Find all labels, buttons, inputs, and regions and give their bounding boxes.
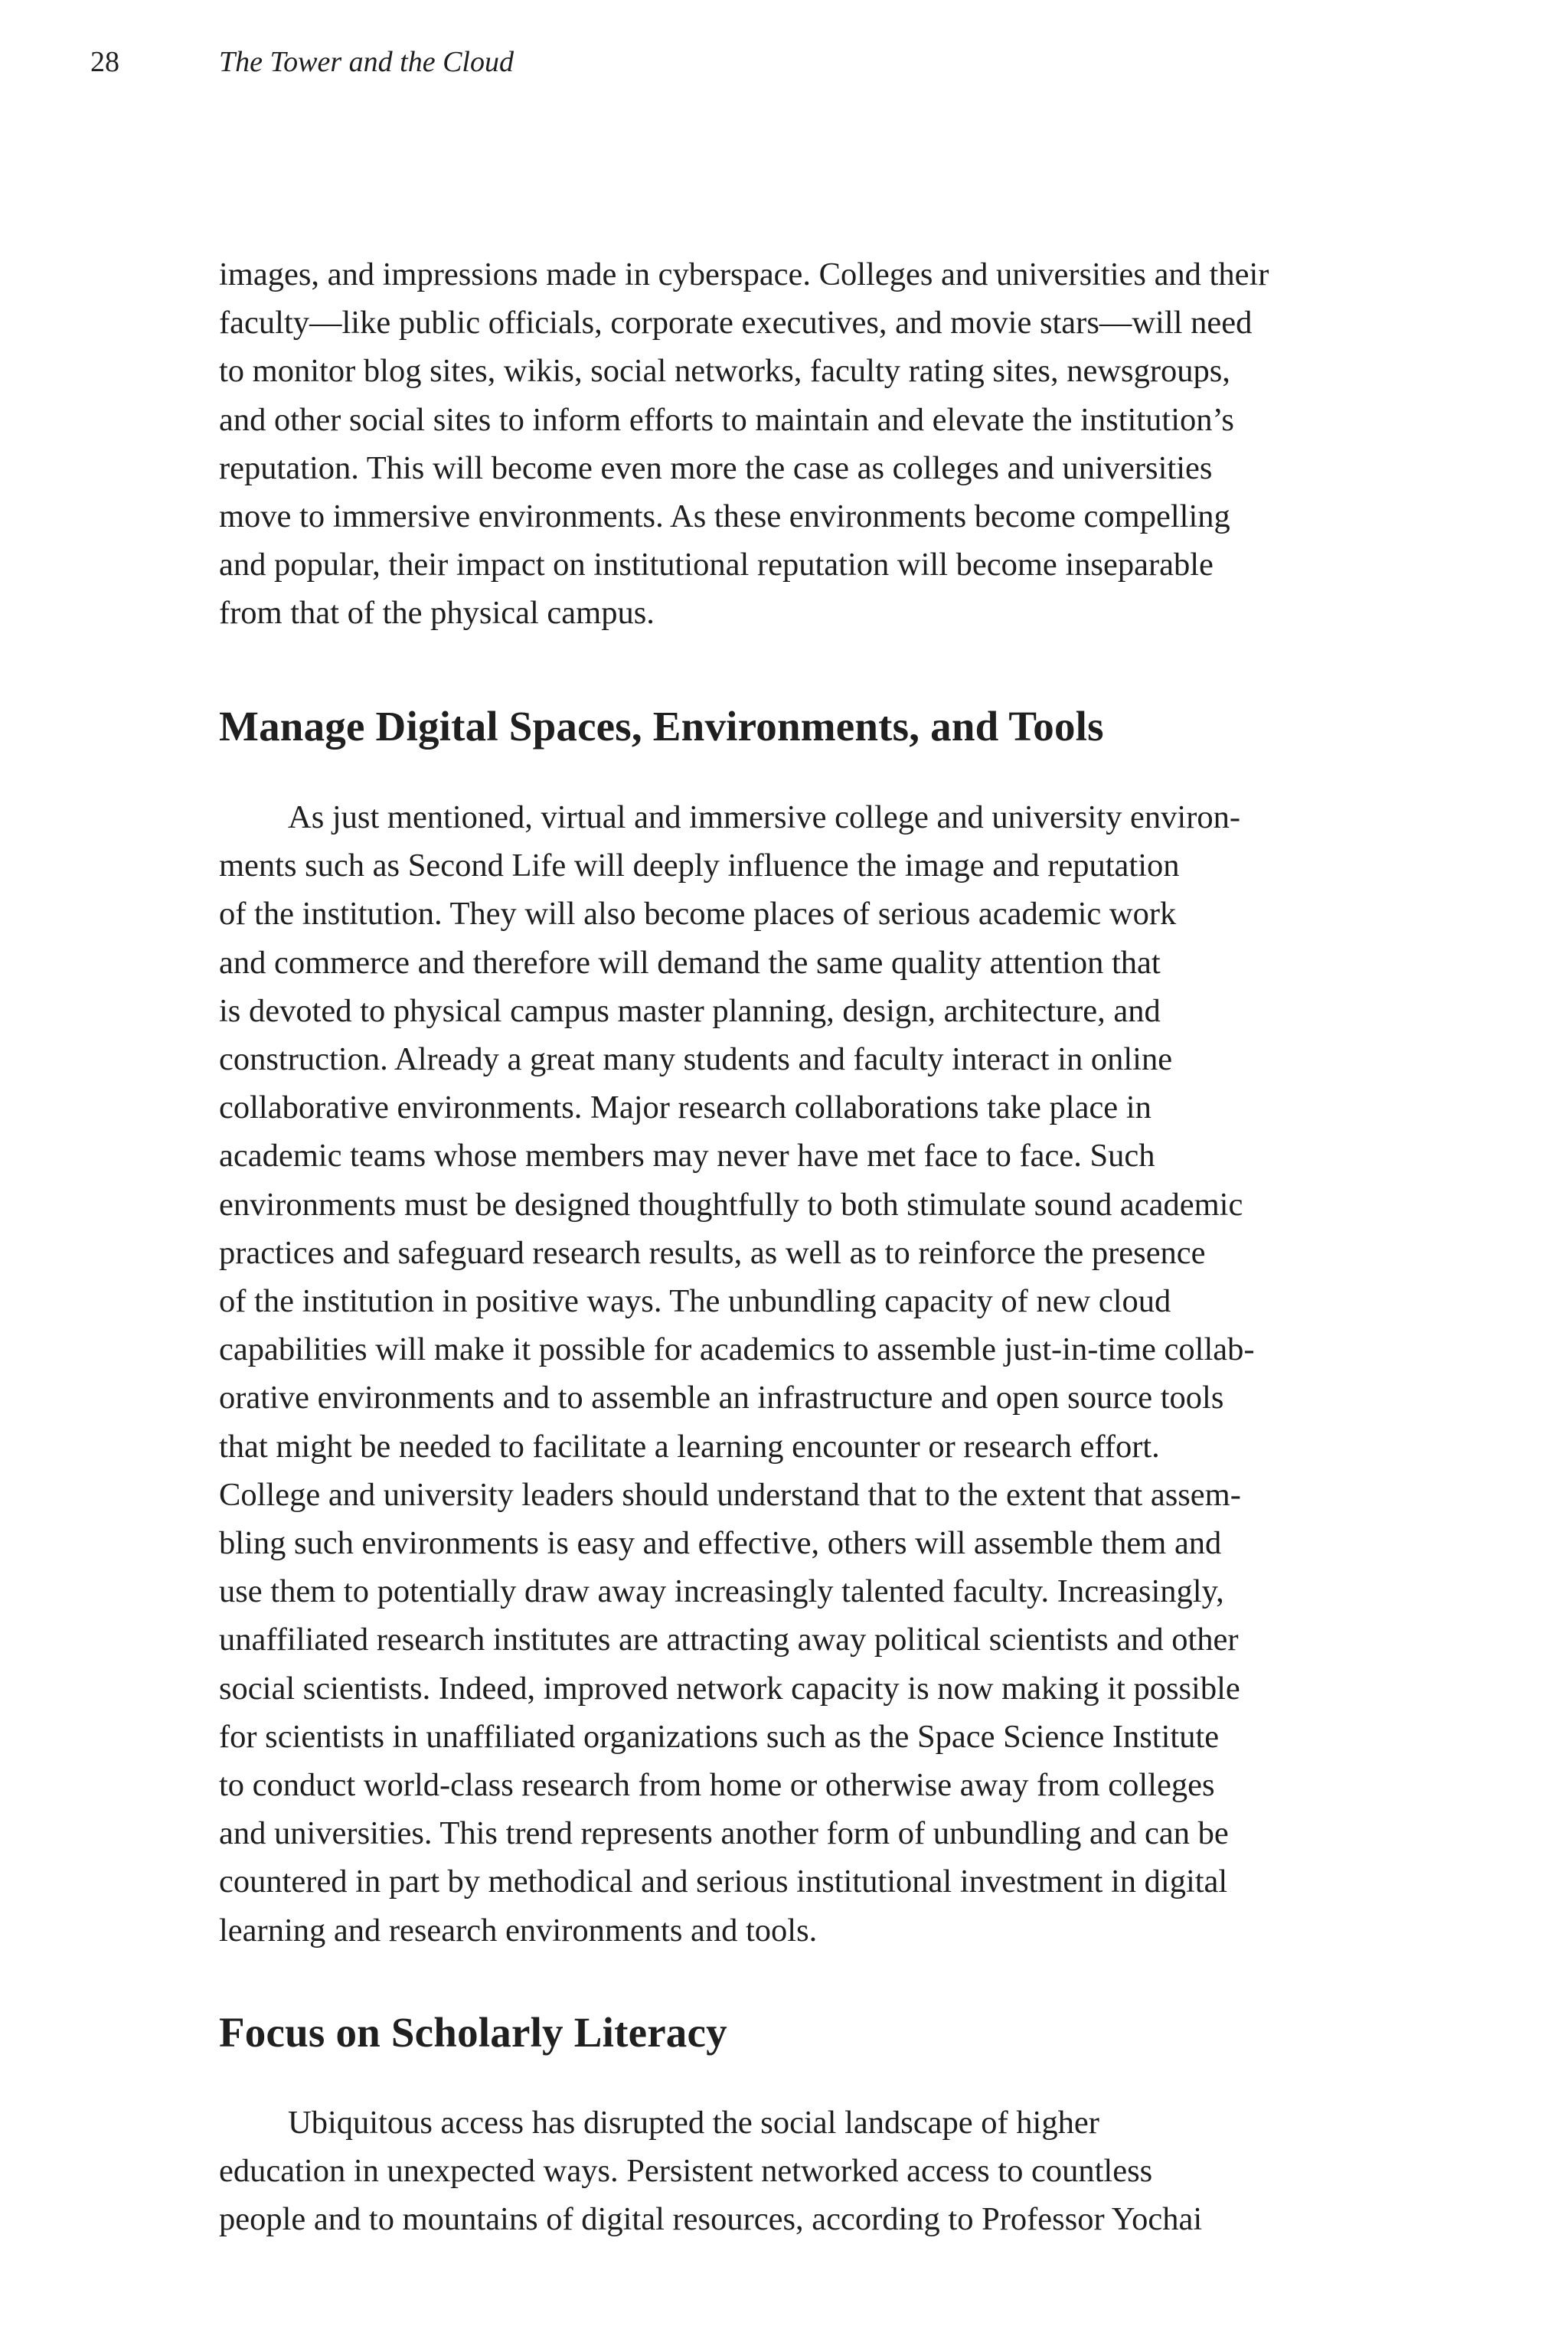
text-line: environments must be designed thoughtfully to both stimulate sound academic bbox=[219, 1186, 1243, 1223]
text-line: practices and safeguard research results, as well as to reinforce the presence bbox=[219, 1234, 1206, 1271]
text-line: Ubiquitous access has disrupted the social landscape of higher bbox=[288, 2105, 1099, 2141]
text-line: to conduct world-class research from home or otherwise away from colleges bbox=[219, 1767, 1215, 1804]
text-line: and commerce and therefore will demand the same quality attention that bbox=[219, 944, 1161, 981]
text-line: collaborative environments. Major research collaborations take place in bbox=[219, 1089, 1152, 1126]
text-line: orative environments and to assemble an infrastructure and open source tools bbox=[219, 1380, 1224, 1416]
text-line: social scientists. Indeed, improved network capacity is now making it possible bbox=[219, 1670, 1240, 1707]
paragraph-text bbox=[219, 2099, 1360, 2244]
text-line: use them to potentially draw away increasingly talented faculty. Increasingly, bbox=[219, 1573, 1224, 1610]
text-line: and popular, their impact on institutional reputation will become inseparable bbox=[219, 547, 1214, 583]
text-line: College and university leaders should understand that to the extent that assem- bbox=[219, 1476, 1241, 1513]
text-line: bling such environments is easy and effective, others will assemble them and bbox=[219, 1525, 1222, 1562]
text-line: construction. Already a great many students and faculty interact in online bbox=[219, 1041, 1173, 1078]
paragraph-text bbox=[219, 250, 1360, 638]
text-line: from that of the physical campus. bbox=[219, 595, 655, 632]
text-line: people and to mountains of digital resources, according to Professor Yochai bbox=[219, 2201, 1203, 2238]
book-title: The Tower and the Cloud bbox=[219, 46, 514, 78]
text-line: unaffiliated research institutes are attracting away political scientists and other bbox=[219, 1622, 1239, 1658]
paragraph-reputation bbox=[219, 250, 1360, 638]
section-heading-block bbox=[219, 2007, 1360, 2058]
text-line: for scientists in unaffiliated organizations such as the Space Science Institute bbox=[219, 1718, 1220, 1755]
text-line: learning and research environments and tools. bbox=[219, 1912, 818, 1949]
paragraph-digital-spaces bbox=[219, 793, 1360, 1955]
text-line: countered in part by methodical and serious institutional investment in digital bbox=[219, 1864, 1228, 1900]
section-heading-digital-spaces: Manage Digital Spaces, Environments, and Tools bbox=[219, 703, 1104, 750]
text-line: academic teams whose members may never have met face to face. Such bbox=[219, 1138, 1155, 1174]
section-heading-scholarly-literacy: Focus on Scholarly Literacy bbox=[219, 2009, 727, 2056]
text-line: education in unexpected ways. Persistent networked access to countless bbox=[219, 2153, 1153, 2190]
text-line: of the institution. They will also become places of serious academic work bbox=[219, 896, 1177, 933]
text-line: capabilities will make it possible for academics to assemble just-in-time collab- bbox=[219, 1331, 1255, 1368]
page-number: 28 bbox=[90, 46, 119, 78]
running-head bbox=[90, 47, 514, 77]
text-line: and other social sites to inform efforts to maintain and elevate the institution’s bbox=[219, 401, 1234, 438]
text-line: faculty—like public officials, corporate executives, and movie stars—will need bbox=[219, 305, 1253, 341]
text-line: move to immersive environments. As these environments become compelling bbox=[219, 498, 1230, 535]
text-line: reputation. This will become even more the case as colleges and universities bbox=[219, 449, 1213, 486]
paragraph-scholarly-literacy bbox=[219, 2099, 1360, 2244]
text-line: is devoted to physical campus master planning, design, architecture, and bbox=[219, 992, 1161, 1029]
section-heading-block bbox=[219, 701, 1360, 752]
text-line: As just mentioned, virtual and immersive college and university environ- bbox=[288, 799, 1241, 835]
text-line: ments such as Second Life will deeply influence the image and reputation bbox=[219, 848, 1180, 884]
text-line: and universities. This trend represents another form of unbundling and can be bbox=[219, 1815, 1229, 1852]
paragraph-text bbox=[219, 793, 1360, 1955]
text-line: images, and impressions made in cyberspace. Colleges and universities and their bbox=[219, 256, 1269, 292]
text-line: of the institution in positive ways. The unbundling capacity of new cloud bbox=[219, 1283, 1171, 1320]
text-line: that might be needed to facilitate a learning encounter or research effort. bbox=[219, 1428, 1160, 1465]
text-line: to monitor blog sites, wikis, social networks, faculty rating sites, newsgroups, bbox=[219, 353, 1230, 390]
